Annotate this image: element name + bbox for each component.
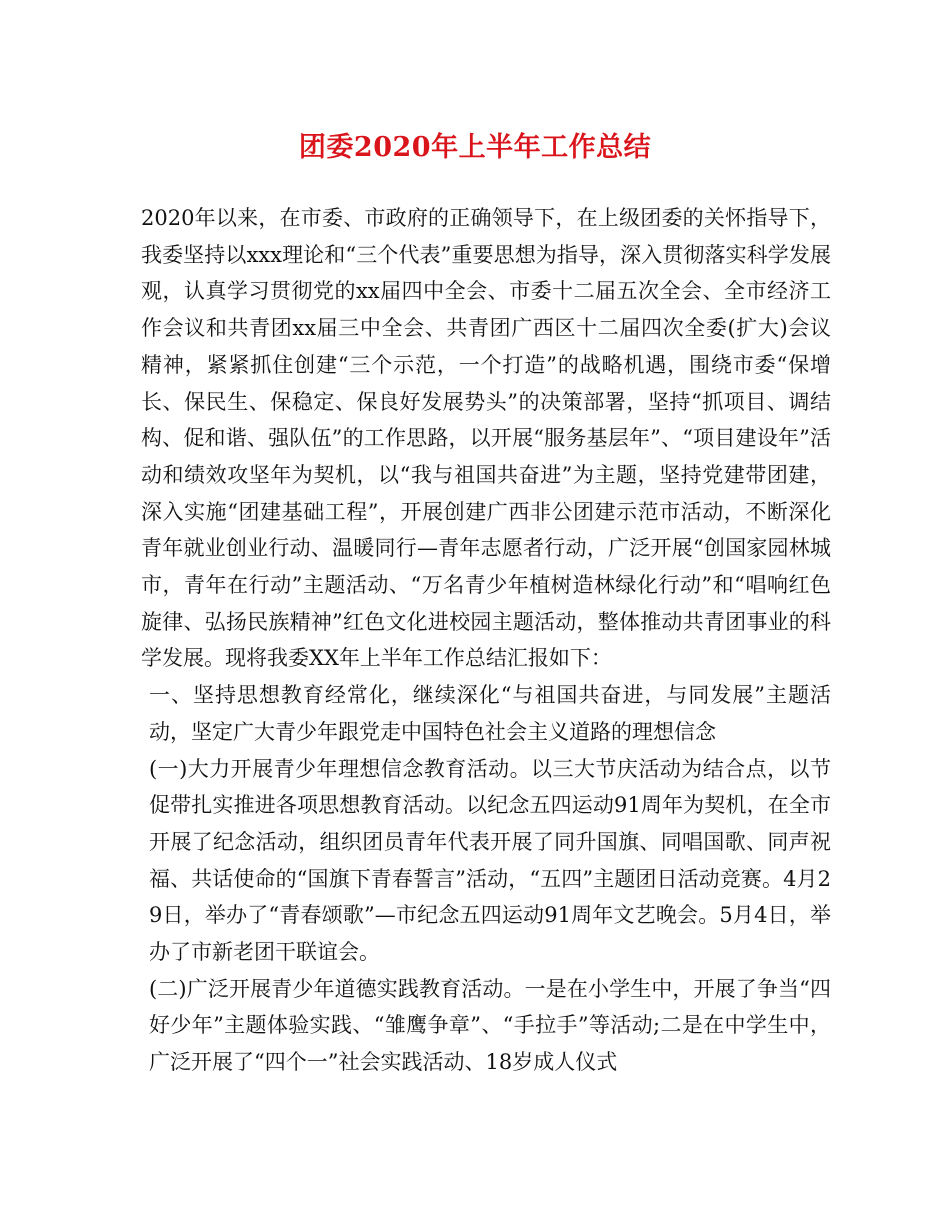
section-heading-1: 一、坚持思想教育经常化，继续深化“与祖国共奋进，与同发展”主题活动，坚定广大青少年跟党走中国特色社会主义道路的理想信念 — [149, 683, 831, 744]
subsection-paragraph-1: (一)大力开展青少年理想信念教育活动。以三大节庆活动为结合点，以节促带扎实推进各项思想教育活动。以纪念五四运动91周年为契机，在全市开展了纪念活动，组织团员青年代表开展了同升国旗、同唱国歌、同声祝福、共话使命的“国旗下青春誓言”活动，“五四”主题团日活动竞赛。4月29日，举办了“青春颂歌”—市纪念五四运动91周年文艺晚会。5月4日，举办了市新老团干联谊会。 — [149, 756, 831, 965]
intro-paragraph: 2020年以来，在市委、市政府的正确领导下，在上级团委的关怀指导下，我委坚持以xxx理论和“三个代表”重要思想为指导，深入贯彻落实科学发展观，认真学习贯彻党的xx届四中全会、市委十二届五次全会、全市经济工作会议和共青团xx届三中全会、共青团广西区十二届四次全委(扩大)会议精神，紧紧抓住创建“三个示范，一个打造”的战略机遇，围绕市委“保增长、保民生、保稳定、保良好发展势头”的决策部署，坚持“抓项目、调结构、促和谐、强队伍”的工作思路，以开展“服务基层年”、“项目建设年”活动和绩效攻坚年为契机，以“我与祖国共奋进”为主题，坚持党建带团建，深入实施“团建基础工程”，开展创建广西非公团建示范市活动，不断深化青年就业创业行动、温暖同行—青年志愿者行动，广泛开展“创国家园林城市，青年在行动”主题活动、“万名青少年植树造林绿化行动”和“唱响红色旋律、弘扬民族精神”红色文化进校园主题活动，整体推动共青团事业的科学发展。现将我委XX年上半年工作总结汇报如下： — [141, 206, 831, 671]
document-body — [141, 200, 831, 1081]
document-title: 团委2020年上半年工作总结 — [298, 132, 652, 163]
subsection-paragraph-2: (二)广泛开展青少年道德实践教育活动。一是在小学生中，开展了争当“四好少年”主题体验实践、“雏鹰争章”、“手拉手”等活动;二是在中学生中，广泛开展了“四个一”社会实践活动、18岁成人仪式 — [149, 976, 831, 1075]
